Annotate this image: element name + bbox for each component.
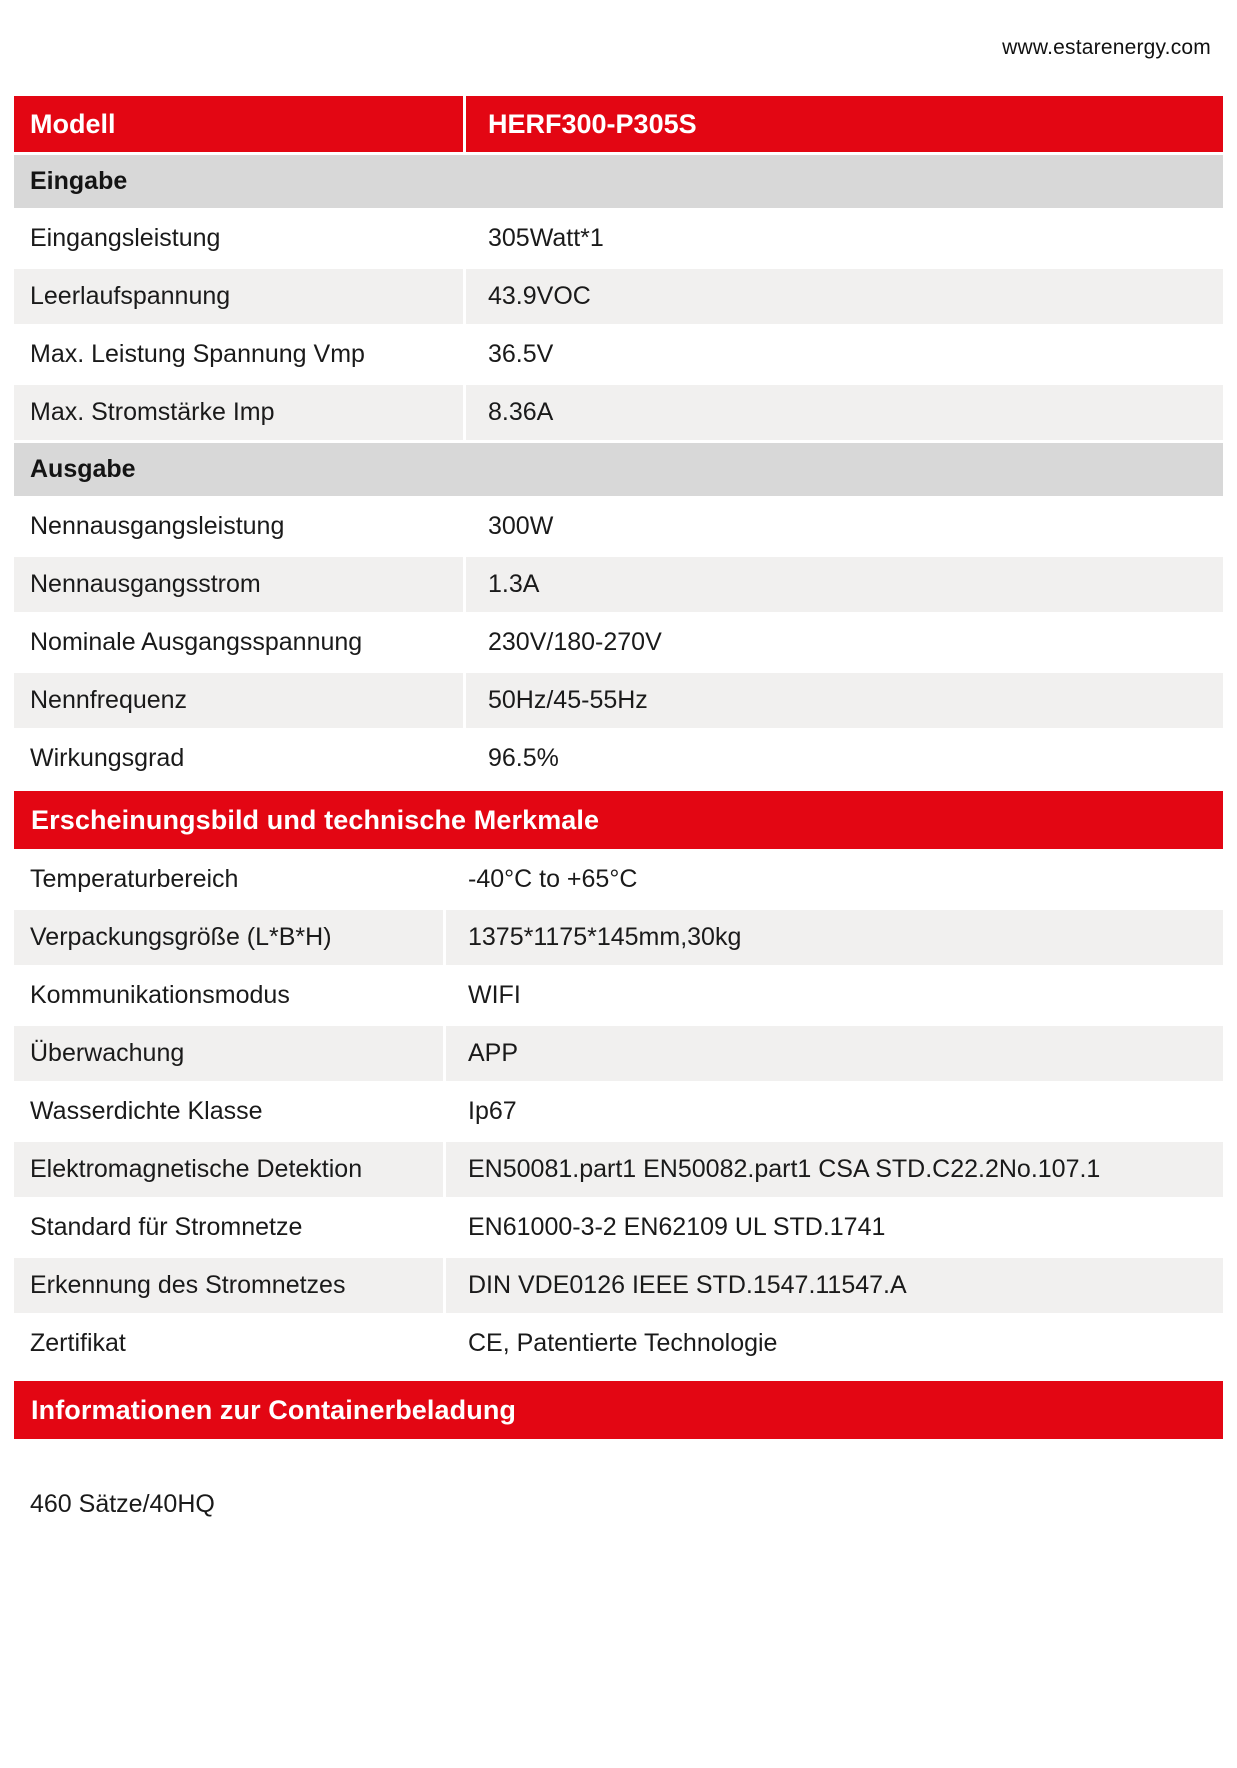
spec-label: Standard für Stromnetze (14, 1200, 446, 1255)
spec-value: 8.36A (466, 385, 1223, 440)
spec-value: DIN VDE0126 IEEE STD.1547.11547.A (446, 1258, 1223, 1313)
table-row (14, 327, 1223, 382)
spec-value: CE, Patentierte Technologie (446, 1316, 1223, 1371)
spec-label: Nennausgangsstrom (14, 557, 466, 612)
table-row (14, 269, 1223, 324)
spec-value: EN61000-3-2 EN62109 UL STD.1741 (446, 1200, 1223, 1255)
spec-label: Nominale Ausgangsspannung (14, 615, 466, 670)
spec-value: WIFI (446, 968, 1223, 1023)
spec-label: Temperaturbereich (14, 852, 446, 907)
table-row (14, 499, 1223, 554)
table-row (14, 731, 1223, 786)
table-row (14, 1200, 1223, 1255)
spec-label: Nennausgangsleistung (14, 499, 466, 554)
spec-value: 50Hz/45-55Hz (466, 673, 1223, 728)
spec-value: 305Watt*1 (466, 211, 1223, 266)
spec-label: Zertifikat (14, 1316, 446, 1371)
site-header (0, 0, 1237, 96)
section-heading-label: Ausgabe (30, 455, 136, 483)
website-url: www.estarenergy.com (1002, 36, 1211, 59)
spec-value: 36.5V (466, 327, 1223, 382)
spec-label: Wirkungsgrad (14, 731, 466, 786)
spec-value: APP (446, 1026, 1223, 1081)
table-row (14, 673, 1223, 728)
table-row (14, 1026, 1223, 1081)
spec-label: Max. Leistung Spannung Vmp (14, 327, 466, 382)
specification-table (14, 96, 1223, 1535)
table-row (14, 852, 1223, 907)
spec-value: 43.9VOC (466, 269, 1223, 324)
table-row (14, 557, 1223, 612)
table-row (14, 1258, 1223, 1313)
section-header-ausgabe (14, 443, 1223, 496)
container-loading-value: 460 Sätze/40HQ (30, 1490, 215, 1518)
table-row (14, 211, 1223, 266)
spec-value: -40°C to +65°C (446, 852, 1223, 907)
spec-label: Überwachung (14, 1026, 446, 1081)
spec-label: Eingangsleistung (14, 211, 466, 266)
spec-value: 96.5% (466, 731, 1223, 786)
model-title-row (14, 96, 1223, 152)
container-loading-note-row (14, 1439, 1223, 1535)
spec-label: Wasserdichte Klasse (14, 1084, 446, 1139)
section-heading-label: Informationen zur Containerbeladung (31, 1394, 517, 1425)
spec-label: Elektromagnetische Detektion (14, 1142, 446, 1197)
spec-label: Nennfrequenz (14, 673, 466, 728)
spec-value: EN50081.part1 EN50082.part1 CSA STD.C22.2No.107.1 (446, 1142, 1223, 1197)
section-header-eingabe (14, 155, 1223, 208)
spec-label: Kommunikationsmodus (14, 968, 446, 1023)
table-row (14, 1084, 1223, 1139)
section-heading-label: Erscheinungsbild und technische Merkmale (31, 804, 600, 835)
spec-value: 1.3A (466, 557, 1223, 612)
table-row (14, 1142, 1223, 1197)
table-row (14, 910, 1223, 965)
table-row (14, 615, 1223, 670)
section-band-erscheinungsbild (14, 791, 1223, 849)
table-row (14, 385, 1223, 440)
spec-value: Ip67 (446, 1084, 1223, 1139)
spec-label: Max. Stromstärke Imp (14, 385, 466, 440)
spec-label: Verpackungsgröße (L*B*H) (14, 910, 446, 965)
model-label: Modell (14, 96, 466, 152)
section-heading-label: Eingabe (30, 167, 128, 195)
spec-value: 1375*1175*145mm,30kg (446, 910, 1223, 965)
table-row (14, 1316, 1223, 1371)
spec-label: Erkennung des Stromnetzes (14, 1258, 446, 1313)
section-band-containerbeladung (14, 1381, 1223, 1439)
table-row (14, 968, 1223, 1023)
spec-value: 300W (466, 499, 1223, 554)
spec-label: Leerlaufspannung (14, 269, 466, 324)
model-value: HERF300-P305S (488, 108, 697, 139)
spec-value: 230V/180-270V (466, 615, 1223, 670)
